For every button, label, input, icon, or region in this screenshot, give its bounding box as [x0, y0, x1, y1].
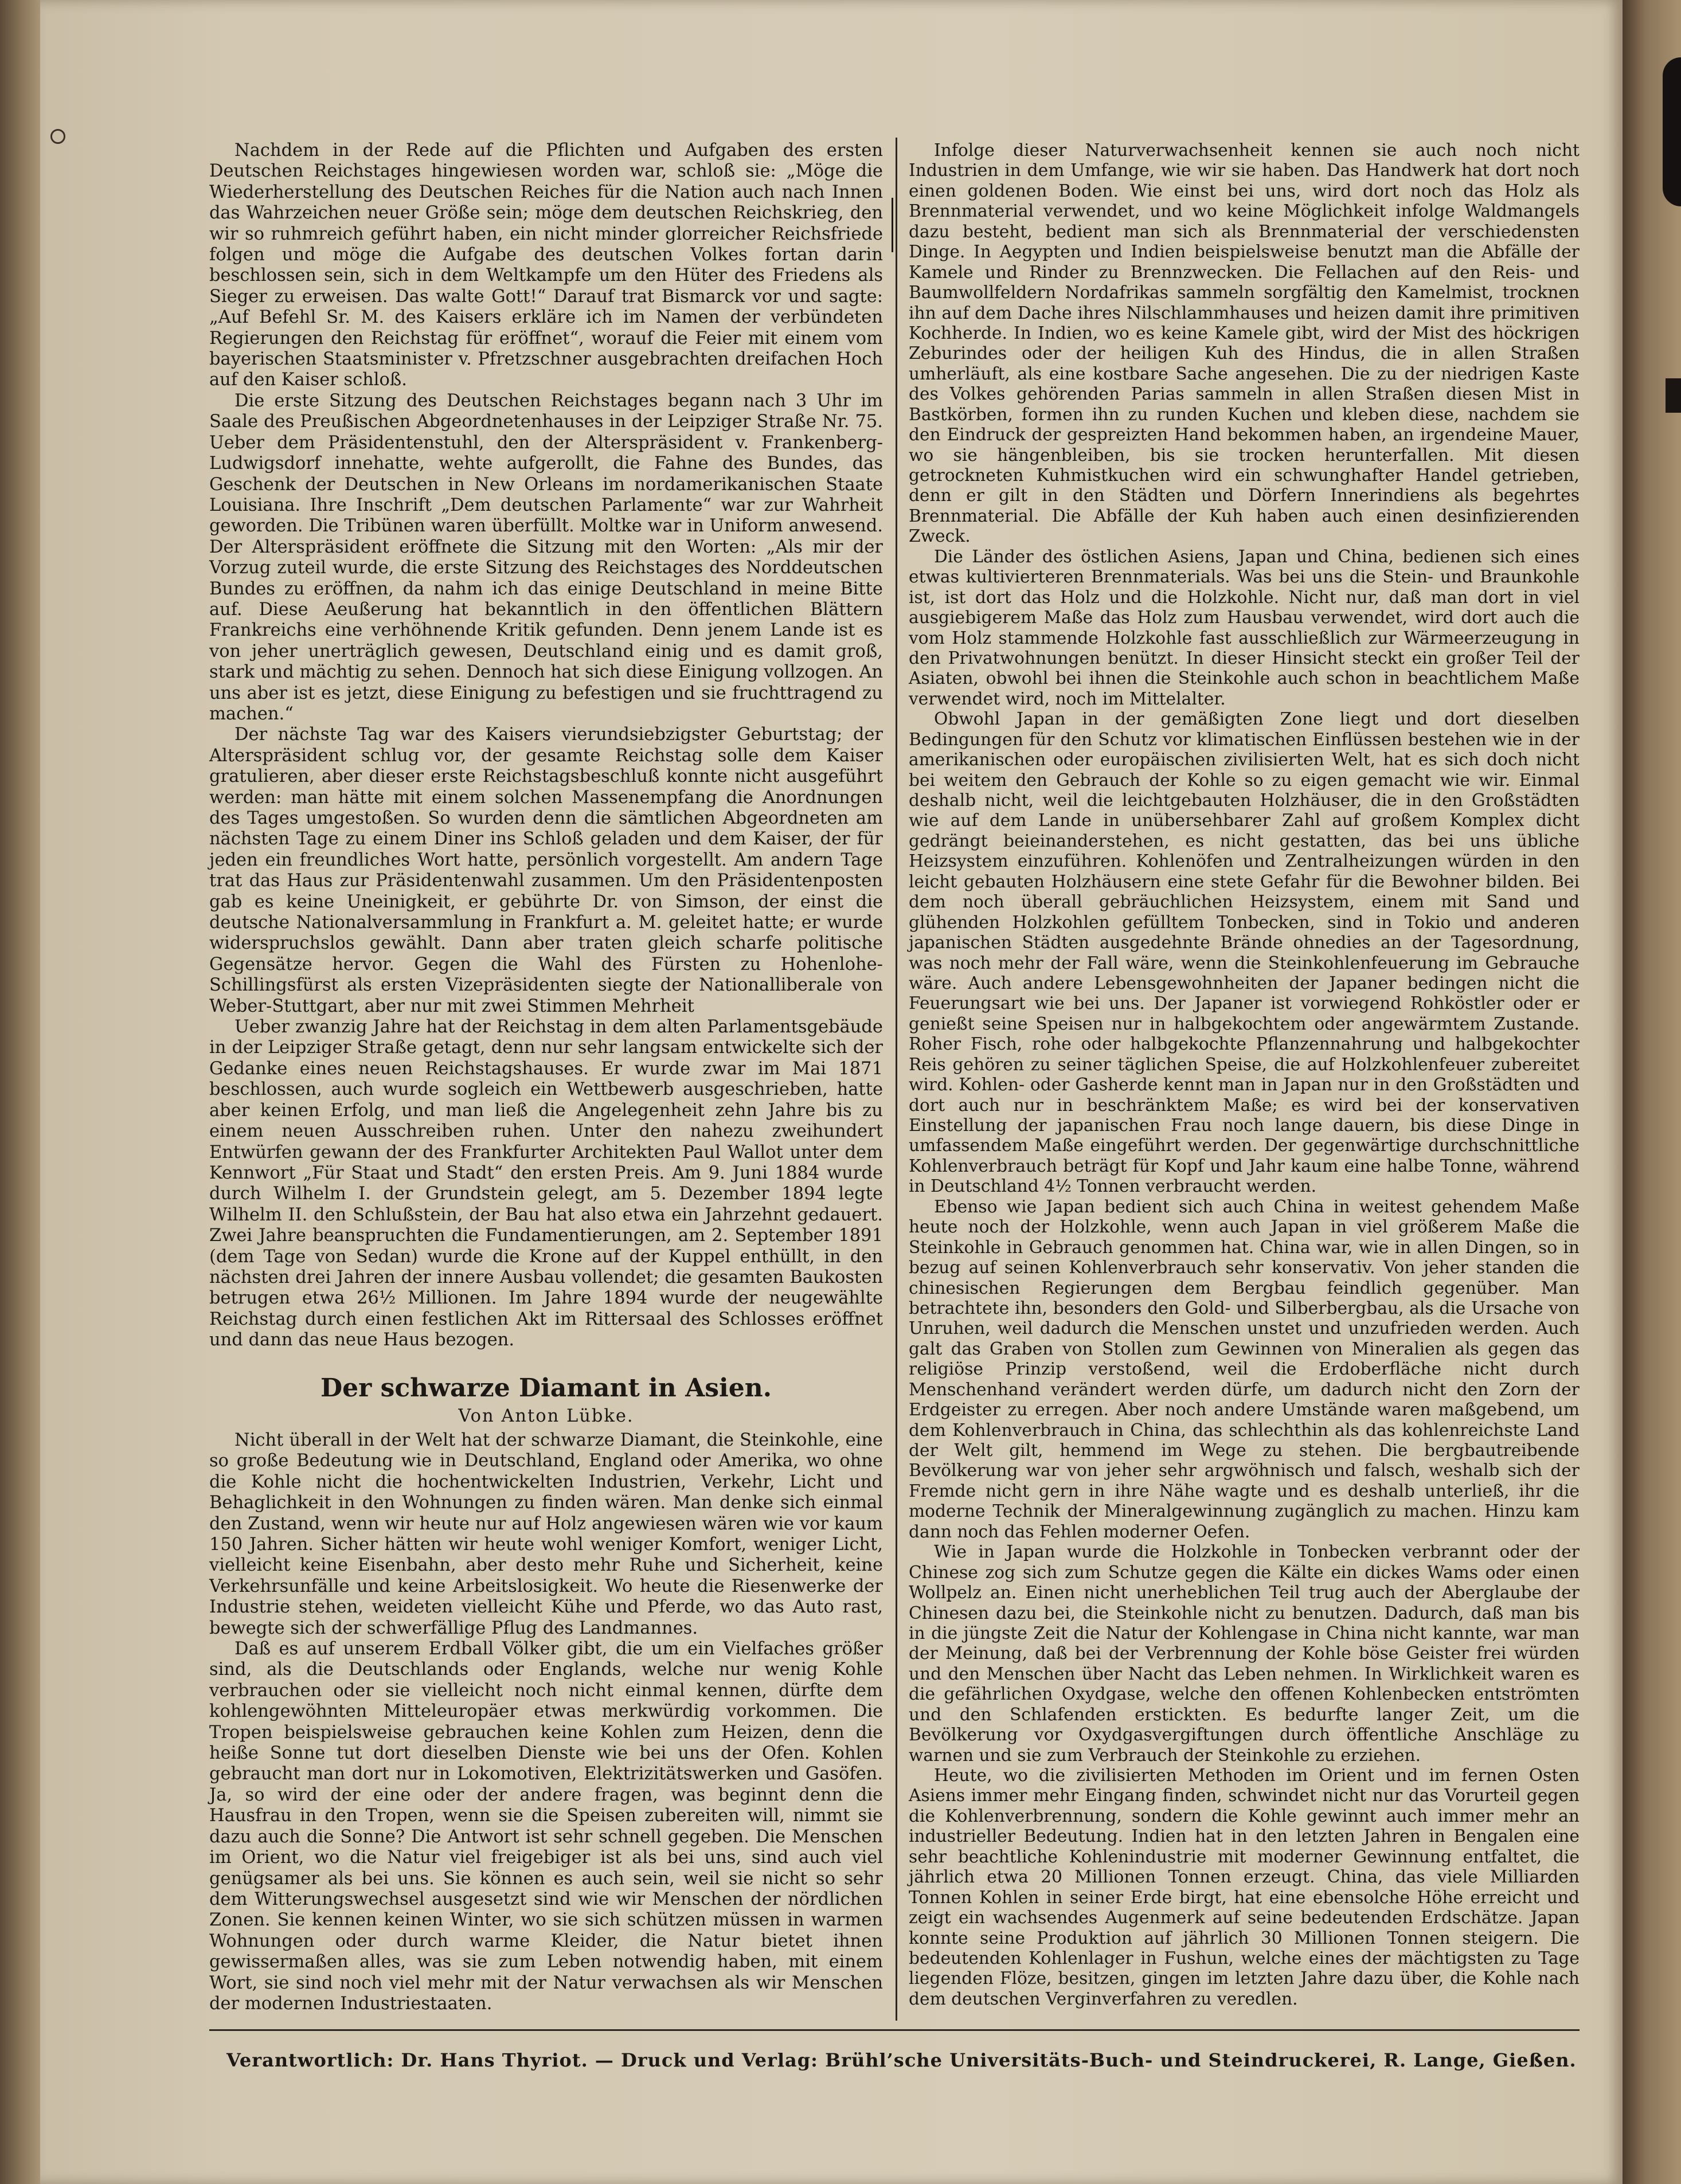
binding-mark-small	[1666, 378, 1681, 413]
book-edge-right	[1623, 0, 1681, 2184]
paragraph: Die erste Sitzung des Deutschen Reichstages begann nach 3 Uhr im Saale des Preußischen Abgeordnetenhauses in der Leipziger Straße Nr. 75. Ueber dem Präsidentenstuhl, den der Alterspräsident v. Frankenberg-Ludwigsdorf innehatte, wehte aufgerollt, die Fahne des Bundes, das Geschenk der Deutschen in New Orleans im nordamerikanischen Staate Louisiana. Ihre Inschrift „Dem deutschen Parlamente“ war zur Wahrheit geworden. Die Tribünen waren überfüllt. Moltke war in Uniform anwesend. Der Alterspräsident eröffnete die Sitzung mit den Worten: „Als mir der Vorzug zuteil wurde, die erste Sitzung des Reichstages des Norddeutschen Bundes zu eröffnen, da nahm ich das einige Deutschland in meine Bitte auf. Diese Aeußerung hat bekanntlich in den öffentlichen Blättern Frankreichs eine verhöhnende Kritik gefunden. Denn jenem Lande ist es von jeher unerträglich gewesen, Deutschland einig und es damit groß, stark und mächtig zu sehen. Dennoch hat sich diese Einigung vollzogen. An uns aber ist es jetzt, diese Einigung zu befestigen und sie fruchttragend zu machen.“	[209, 390, 883, 724]
paragraph: Der nächste Tag war des Kaisers vierundsiebzigster Geburtstag; der Alterspräsident schlug vor, der gesamte Reichstag solle dem Kaiser gratulieren, aber dieser erste Reichstagsbeschluß konnte nicht ausgeführt werden: man hätte mit einem solchen Massenempfang die Anordnungen des Tages umgestoßen. So wurden denn die sämtlichen Abgeordneten am nächsten Tage zu einem Diner ins Schloß geladen und dem Kaiser, der für jeden ein freundliches Wort hatte, persönlich vorgestellt. Am andern Tage trat das Haus zur Präsidentenwahl zusammen. Um den Präsidentenposten gab es keine Uneinigkeit, er gebührte Dr. von Simson, der einst die deutsche Nationalversammlung in Frankfurt a. M. geleitet hatte; er wurde widerspruchslos gewählt. Dann aber traten gleich scharfe politische Gegensätze hervor. Gegen die Wahl des Fürsten zu Hohenlohe-Schillingsfürst als ersten Vizepräsidenten siegte der Nationalliberale von Weber-Stuttgart, aber nur mit zwei Stimmen Mehrheit	[209, 725, 883, 1016]
paragraph: Ebenso wie Japan bedient sich auch China in weitest gehendem Maße heute noch der Holzkohle, wenn auch Japan in viel größerem Maße die Steinkohle in Gebrauch genommen hat. China war, wie in allen Dingen, so in bezug auf seinen Kohlenverbrauch sehr konservativ. Von jeher standen die chinesischen Regierungen dem Bergbau feindlich gegenüber. Man betrachtete ihn, besonders den Gold- und Silberbergbau, als die Ursache von Unruhen, weil dadurch die Menschen unstet und unzufrieden werden. Auch galt das Graben von Stollen zum Gewinnen von Mineralien als gegen das religiöse Prinzip verstoßend, weil die Erdoberfläche nicht durch Menschenhand verändert werden dürfe, um dadurch nicht den Zorn der Erdgeister zu erregen. Aber noch andere Umstände waren maßgebend, um dem Kohlenverbrauch in China, das schlechthin als das kohlenreichste Land der Welt gilt, hemmend im Wege zu stehen. Die bergbautreibende Bevölkerung war von jeher sehr argwöhnisch und falsch, weshalb sich der Fremde nicht gern in ihre Nähe wagte und es deshalb unterließ, ihr die moderne Technik der Mineralgewinnung zugänglich zu machen. Hinzu kam dann noch das Fehlen moderner Oefen.	[909, 1196, 1580, 1542]
paragraph: Die Länder des östlichen Asiens, Japan und China, bedienen sich eines etwas kultivierteren Brennmaterials. Was bei uns die Stein- und Braunkohle ist, ist dort das Holz und die Holzkohle. Nicht nur, daß man dort in viel ausgiebigerem Maße das Holz zum Hausbau verwendet, wird dort auch die vom Holz stammende Holzkohle fast ausschließlich zur Wärmeerzeugung in den Privatwohnungen benützt. In dieser Hinsicht steckt ein großer Teil der Asiaten, obwohl bei ihnen die Steinkohle auch schon in beachtlichem Maße verwendet wird, noch im Mittelalter.	[909, 546, 1580, 709]
imprint-footer: Verantwortlich: Dr. Hans Thyriot. — Druck und Verlag: Brühl’sche Universitäts-Buch- und Steindruckerei, R. Lange, Gießen.	[226, 2049, 1577, 2071]
paragraph: Nicht überall in der Welt hat der schwarze Diamant, die Steinkohle, eine so große Bedeutung wie in Deutschland, England oder Amerika, wo ohne die Kohle nicht die hochentwickelten Industrien, Verkehr, Licht und Behaglichkeit in den Wohnungen zu finden wären. Man denke sich einmal den Zustand, wenn wir heute nur auf Holz angewiesen wären wie vor kaum 150 Jahren. Sicher hätten wir heute wohl weniger Komfort, weniger Licht, vielleicht keine Eisenbahn, aber desto mehr Ruhe und Sicherheit, keine Verkehrsunfälle und keine Arbeitslosigkeit. Wo heute die Riesenwerke der Industrie stehen, weideten vielleicht Kühe und Pferde, wo das Auto rast, bewegte sich der schwerfällige Pflug des Landmannes.	[209, 1430, 883, 1638]
page-stamp-mark	[50, 129, 65, 144]
paragraph: Wie in Japan wurde die Holzkohle in Tonbecken verbrannt oder der Chinese zog sich zum Schutze gegen die Kälte ein dickes Wams oder einen Wollpelz an. Einen nicht unerheblichen Teil trug auch der Aberglaube der Chinesen dazu bei, die Steinkohle nicht zu benutzen. Dadurch, daß man bis in die jüngste Zeit die Natur der Kohlengase in China nicht kannte, war man der Meinung, daß bei der Verbrennung der Kohle böse Geister frei würden und den Menschen über Nacht das Leben nehmen. In Wirklichkeit waren es die gefährlichen Oxydgase, welche den offenen Kohlenbecken entströmten und den Schlafenden erstickten. Es bedurfte langer Zeit, um die Bevölkerung vor Oxydgasvergiftungen durch öffentliche Anschläge zu warnen und sie zum Verbrauch der Steinkohle zu erziehen.	[909, 1542, 1580, 1766]
paragraph: Nachdem in der Rede auf die Pflichten und Aufgaben des ersten Deutschen Reichstages hingewiesen worden war, schloß sie: „Möge die Wiederherstellung des Deutschen Reiches für die Nation auch nach Innen das Wahrzeichen neuer Größe sein; möge dem deutschen Reichskrieg, den wir so ruhmreich geführt haben, ein nicht minder glorreicher Reichsfriede folgen und möge die Aufgabe des deutschen Volkes fortan darin beschlossen sein, sich in dem Weltkampfe um den Hüter des Friedens als Sieger zu erweisen. Das walte Gott!“ Darauf trat Bismarck vor und sagte: „Auf Befehl Sr. M. des Kaisers erkläre ich im Namen der verbündeten Regierungen den Reichstag für eröffnet“, worauf die Feier mit einem vom bayerischen Staatsminister v. Pfretzschner ausgebrachten dreifachen Hoch auf den Kaiser schloß.	[209, 140, 883, 390]
binding-mark	[1663, 57, 1681, 206]
footer-divider	[209, 2029, 1580, 2031]
article-byline: Von Anton Lübke.	[458, 1406, 634, 1426]
left-column	[209, 140, 883, 2014]
paragraph: Daß es auf unserem Erdball Völker gibt, die um ein Vielfaches größer sind, als die Deutschlands oder Englands, welche nur wenig Kohle verbrauchen oder sie vielleicht noch nicht einmal kennen, dürfte dem kohlengewöhnten Mitteleuropäer etwas merkwürdig vorkommen. Die Tropen beispielsweise gebrauchen keine Kohlen zum Heizen, denn die heiße Sonne tut dort dieselben Dienste wie bei uns der Ofen. Kohlen gebraucht man dort nur in Lokomotiven, Elektrizitätswerken und Gasöfen. Ja, so wird der eine oder der andere fragen, was beginnt denn die Hausfrau in den Tropen, wenn sie die Speisen zubereiten will, nimmt sie dazu auch die Sonne? Die Antwort ist sehr schnell gegeben. Die Menschen im Orient, wo die Natur viel freigebiger ist als bei uns, sind auch viel genügsamer als bei uns. Sie können es auch sein, weil sie nicht so sehr dem Witterungswechsel ausgesetzt sind wie wir Menschen der nördlichen Zonen. Sie kennen keinen Winter, wo sie sich schützen müssen in warmen Wohnungen oder durch warme Kleider, die Natur bietet ihnen gewissermaßen alles, was sie zum Leben notwendig haben, mit einem Wort, sie sind noch viel mehr mit der Natur verwachsen als wir Menschen der modernen Industriestaaten.	[209, 1639, 883, 2014]
right-column	[909, 140, 1580, 2009]
book-spine-left	[0, 0, 40, 2184]
paragraph: Infolge dieser Naturverwachsenheit kennen sie auch noch nicht Industrien in dem Umfange, wie wir sie haben. Das Handwerk hat dort noch einen goldenen Boden. Wie einst bei uns, wird dort noch das Holz als Brennmaterial verwendet, und wo keine Möglichkeit infolge Waldmangels dazu besteht, bedient man sich als Brennmaterial der verschiedensten Dinge. In Aegypten und Indien beispielsweise benutzt man die Abfälle der Kamele und Rinder zu Brennzwecken. Die Fellachen auf den Reis- und Baumwollfeldern Nordafrikas sammeln sorgfältig den Kamelmist, trocknen ihn auf dem Dache ihres Nilschlammhauses und heizen damit ihre primitiven Kochherde. In Indien, wo es keine Kamele gibt, wird der Mist des höckrigen Zeburindes oder der heiligen Kuh des Hindus, die in allen Straßen umherläuft, als eine kostbare Sache angesehen. Die zu der niedrigen Kaste des Volkes gehörenden Parias sammeln in allen Straßen diesen Mist in Bastkörben, formen ihn zu runden Kuchen und kleben diese, nachdem sie den Eindruck der gespreizten Hand bekommen haben, an irgendeine Mauer, wo sie hängenbleiben, bis sie trocken herunterfallen. Mit diesen getrockneten Kuhmistkuchen wird ein schwunghafter Handel getrieben, denn er gilt in den Städten und Dörfern Innerindiens als begehrtes Brennmaterial. Die Abfälle der Kuh haben auch einen desinfizierenden Zweck.	[909, 140, 1580, 547]
article-heading: Der schwarze Diamant in Asien.	[320, 1373, 772, 1403]
paragraph: Obwohl Japan in der gemäßigten Zone liegt und dort dieselben Bedingungen für den Schutz vor klimatischen Einflüssen bestehen wie in der amerikanischen oder europäischen zivilisierten Welt, hat es sich doch nicht bei weitem den Gebrauch der Kohle so zu eigen gemacht wie wir. Einmal deshalb nicht, weil die leichtgebauten Holzhäuser, die in den Großstädten wie auf dem Lande in unübersehbarer Zahl auf großem Komplex dicht gedrängt beieinanderstehen, es nicht gestatten, das bei uns übliche Heizsystem einzuführen. Kohlenöfen und Zentralheizungen würden in den leicht gebauten Holzhäusern eine stete Gefahr für die Bewohner bilden. Bei dem noch überall gebräuchlichen Heizsystem, einem mit Sand und glühenden Holzkohlen gefülltem Tonbecken, sind in Tokio und anderen japanischen Städten ausgedehnte Brände ohnedies an der Tagesordnung, was noch mehr der Fall wäre, wenn die Steinkohlenfeuerung im Gebrauche wäre. Auch andere Lebensgewohnheiten der Japaner bedingen nicht die Feuerungsart wie bei uns. Der Japaner ist vorwiegend Rohköstler oder er genießt seine Speisen nur in halbgekochtem oder angewärmtem Zustande. Roher Fisch, rohe oder halbgekochte Pflanzennahrung und halbgekochter Reis gehören zu seiner täglichen Speise, die auf Holzkohlenfeuer zubereitet wird. Kohlen- oder Gasherde kennt man in Japan nur in den Großstädten und dort auch nur in beschränktem Maße; es wird bei der konservativen Einstellung der japanischen Frau noch lange dauern, bis diese Dinge in umfassendem Maße eingeführt werden. Der gegenwärtige durchschnittliche Kohlenverbrauch beträgt für Kopf und Jahr kaum eine halbe Tonne, während in Deutschland 4½ Tonnen verbraucht werden.	[909, 709, 1580, 1197]
column-divider-tick	[892, 198, 893, 252]
paragraph: Heute, wo die zivilisierten Methoden im Orient und im fernen Osten Asiens immer mehr Eingang finden, schwindet nicht nur das Vorurteil gegen die Kohlenverbrennung, sondern die Kohle gewinnt auch immer mehr an industrieller Bedeutung. Indien hat in den letzten Jahren in Bengalen eine sehr beachtliche Kohlenindustrie mit moderner Gewinnung entfaltet, die jährlich etwa 20 Millionen Tonnen erzeugt. China, das viele Milliarden Tonnen Kohlen in seiner Erde birgt, hat eine ebensolche Höhe erreicht und zeigt ein wachsendes Augenmerk auf seine bedeutenden Erdschätze. Japan konnte seine Produktion auf jährlich 30 Millionen Tonnen steigern. Die bedeutenden Kohlenlager in Fushun, welche eines der mächtigsten zu Tage liegenden Flöze, besitzen, gingen im letzten Jahre dazu über, die Kohle nach dem deutschen Verginverfahren zu veredlen.	[909, 1766, 1580, 2009]
paragraph: Ueber zwanzig Jahre hat der Reichstag in dem alten Parlamentsgebäude in der Leipziger Straße getagt, denn nur sehr langsam entwickelte sich der Gedanke eines neuen Reichstagshauses. Er wurde zwar im Mai 1871 beschlossen, auch wurde sogleich ein Wettbewerb ausgeschrieben, hatte aber keinen Erfolg, und man ließ die Angelegenheit zehn Jahre bis zu einem neuen Ausschreiben ruhen. Unter den nahezu zweihundert Entwürfen gewann der des Frankfurter Architekten Paul Wallot unter dem Kennwort „Für Staat und Stadt“ den ersten Preis. Am 9. Juni 1884 wurde durch Wilhelm I. der Grundstein gelegt, am 5. Dezember 1894 legte Wilhelm II. den Schlußstein, der Bau hat also etwa ein Jahrzehnt gedauert. Zwei Jahre beanspruchten die Fundamentierungen, am 2. September 1891 (dem Tage von Sedan) wurde die Krone auf der Kuppel enthüllt, in den nächsten drei Jahren der innere Ausbau vollendet; die gesamten Baukosten betrugen etwa 26½ Millionen. Im Jahre 1894 wurde der neugewählte Reichstag durch einen festlichen Akt im Rittersaal des Schlosses eröffnet und dann das neue Haus bezogen.	[209, 1017, 883, 1351]
column-divider	[896, 138, 897, 2021]
